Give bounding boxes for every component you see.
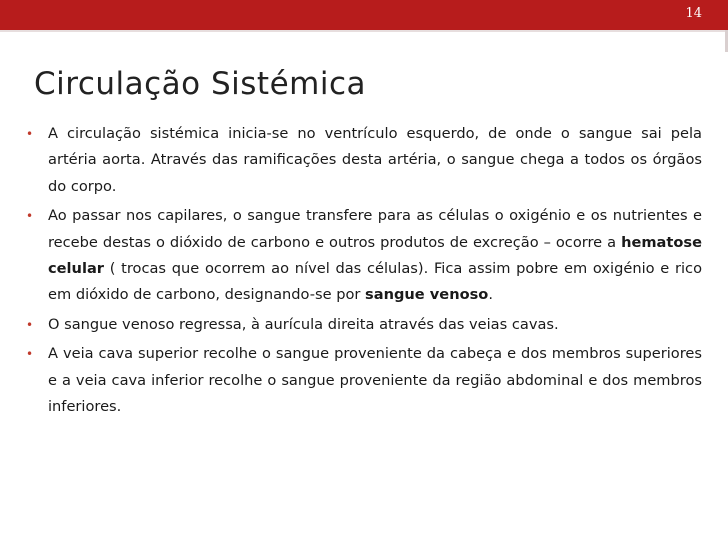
header-bar	[0, 0, 728, 30]
bullet-icon: •	[26, 127, 34, 141]
bullet-text: O sangue venoso regressa, à aurícula direita através das veias cavas.	[48, 315, 559, 333]
header-divider	[0, 30, 728, 32]
bullet-item	[26, 121, 702, 200]
bullet-item	[26, 341, 702, 420]
bullet-icon: •	[26, 317, 34, 332]
bullet-item	[26, 203, 702, 309]
slide-number: 14	[685, 6, 702, 21]
bullet-text: Ao passar nos capilares, o sangue transfere para as células o oxigénio e os nutrientes e recebe destas o dióxido de carbono e outros produtos de excreção – ocorre a	[48, 207, 702, 251]
bullet-text: .	[488, 286, 493, 304]
slide-title: Circulação Sistémica	[34, 66, 367, 102]
bullet-icon: •	[26, 347, 34, 362]
bold-term: hematose celular	[48, 233, 702, 278]
bullet-text: A veia cava superior recolhe o sangue proveniente da cabeça e dos membros superiores e a veia cava inferior recolhe o sangue proveniente da região abdominal e dos membros inferiores.	[48, 345, 702, 416]
bullet-item	[26, 312, 702, 338]
bullet-text: ( trocas que ocorrem ao nível das células). Fica assim pobre em oxigénio e rico em dióxido de carbono, designando-se por	[48, 260, 702, 304]
bold-term: sangue venoso	[365, 286, 489, 304]
bullet-text: A circulação sistémica inicia-se no ventrículo esquerdo, de onde o sangue sai pela artéria aorta. Através das ramificações desta artéria, o sangue chega a todos os órgãos do corpo.	[48, 125, 702, 195]
bullet-icon: •	[26, 209, 34, 224]
bullet-list	[26, 121, 702, 420]
